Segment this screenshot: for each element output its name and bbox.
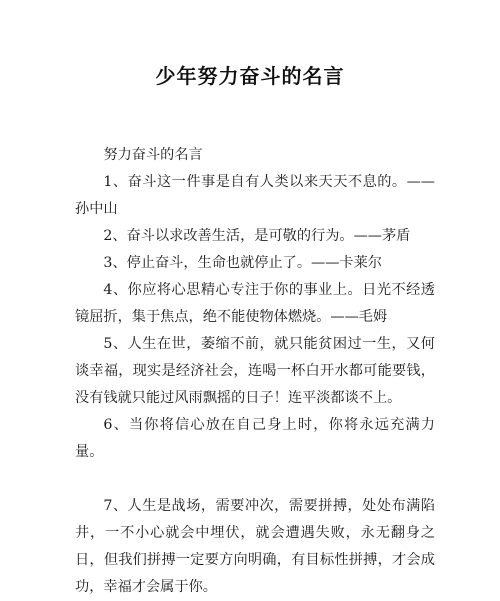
- quote-paragraph: 2、奋斗以求改善生活，是可敬的行为。——茅盾: [103, 228, 411, 244]
- quote-paragraph: 6、当你将信心放在自己身上时，你将永远充满力量。: [75, 417, 435, 460]
- quote-paragraph: 5、人生在世，萎缩不前，就只能贫困过一生，又何谈幸福，现实是经济社会，连喝一杯白开水都可能要钱，没有钱就只能过风雨飘摇的日子！连平淡都谈不上。: [75, 336, 435, 406]
- quote-paragraph: 3、停止奋斗，生命也就停止了。——卡莱尔: [103, 255, 382, 271]
- quote-paragraph: 7、人生是战场，需要冲次，需要拼搏，处处布满陷井，一不小心就会中埋伏，就会遭遇失败，永无翻身之日，但我们拼搏一定要方向明确，有目标性拼搏，才会成功，幸福才会属于你。: [75, 498, 435, 595]
- quote-paragraph: 1、奋斗这一件事是自有人类以来天天不息的。——孙中山: [75, 174, 435, 217]
- document-body: [75, 142, 435, 601]
- document-title: 少年努力奋斗的名言: [155, 64, 345, 88]
- paragraph-spacer: [75, 466, 435, 493]
- section-heading: 努力奋斗的名言: [103, 147, 203, 163]
- quote-paragraph: 4、你应将心思精心专注于你的事业上。日光不经透镜屈折，集于焦点，绝不能使物体燃烧。——毛姆: [75, 282, 435, 325]
